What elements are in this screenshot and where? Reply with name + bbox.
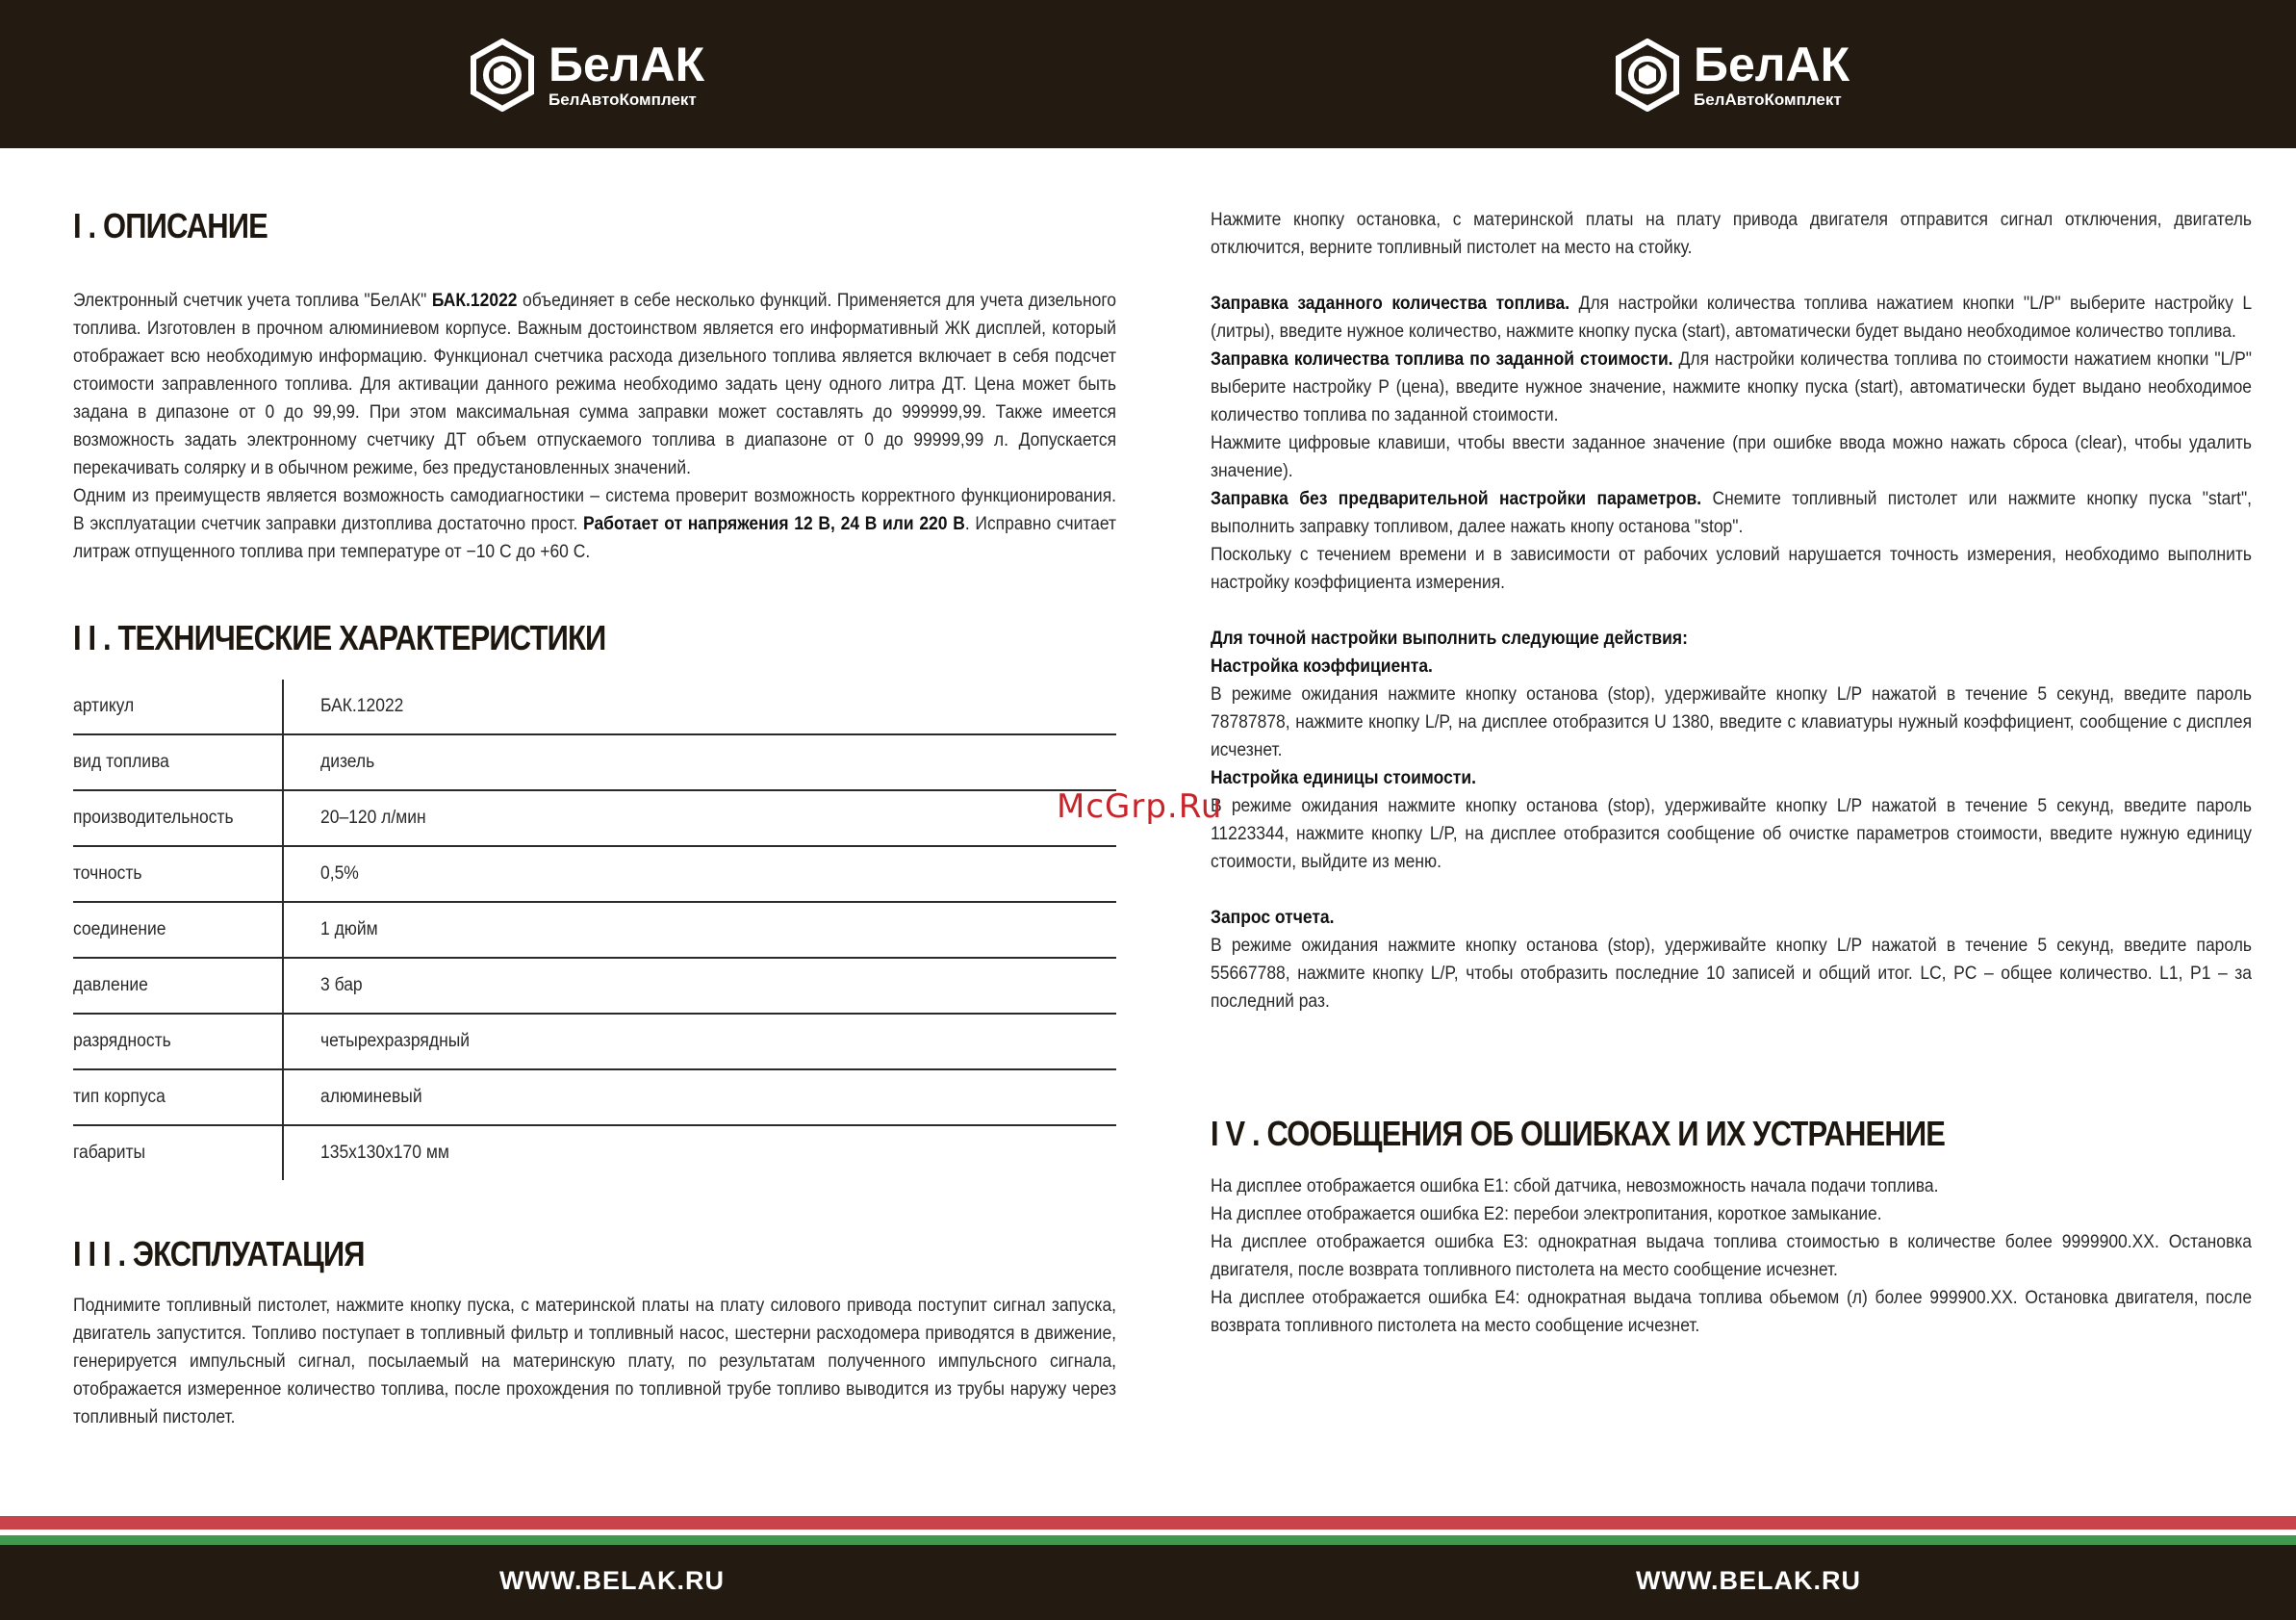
spec-value: БАК.12022: [320, 696, 404, 716]
footer-bar: [0, 1545, 2296, 1620]
report-heading: Запрос отчета.: [1211, 908, 1335, 928]
section-title-errors: I V . СООБЩЕНИЯ ОБ ОШИБКАХ И ИХ УСТРАНЕНИЕ: [1211, 1114, 1946, 1153]
coefficient-paragraph: В режиме ожидания нажмите кнопку останова (stop), удерживайте кнопку L/P нажатой в течение 5 секунд, введите пароль 78787878, нажмите кнопку L/P, на дисплее отобразится U 1380, введите с клавиатуры нужный коэффициент, сообщение с дисплея исчезнет.: [1211, 684, 2253, 760]
error-e1: На дисплее отображается ошибка E1: сбой датчика, невозможность начала подачи топлива.: [1211, 1176, 1939, 1196]
spec-row: [73, 790, 1116, 846]
brand-logo-right: [1611, 37, 1850, 114]
spec-key: габариты: [73, 1125, 283, 1180]
footer-website-link-right[interactable]: WWW.BELAK.RU: [1636, 1566, 1861, 1595]
spec-value: алюминевый: [320, 1087, 422, 1107]
brand-logo-left: [466, 37, 704, 114]
error-e4: На дисплее отображается ошибка E4: однократная выдача топлива обьемом (л) более 999900.XX. Остановка двигателя, после возврата топливного пистолета на место сообщение исчезнет.: [1211, 1288, 2253, 1336]
spec-key: артикул: [73, 680, 283, 734]
spec-key: производительность: [73, 790, 283, 846]
spec-key: тип корпуса: [73, 1069, 283, 1125]
spec-key: давление: [73, 958, 283, 1014]
spec-key: соединение: [73, 902, 283, 958]
brand-name: БелАК: [1694, 38, 1850, 91]
spec-value: 20–120 л/мин: [320, 808, 426, 828]
report-paragraph: В режиме ожидания нажмите кнопку останова (stop), удерживайте кнопку L/P нажатой в течение 5 секунд, введите пароль 55667788, нажмите кнопку L/P, чтобы отобразить последние 10 записей и общий итог. LC, PC – общее количество. L1, P1 – за последний раз.: [1211, 936, 2253, 1012]
brand-subtitle: БелАвтоКомплект: [1694, 90, 1842, 109]
spec-value: 3 бар: [320, 975, 363, 995]
spec-value: 1 дюйм: [320, 919, 378, 939]
error-e3: На дисплее отображается ошибка E3: однократная выдача топлива стоимостью в количестве более 9999900.XX. Остановка двигателя, после возврата топливного пистолета на место сообщение исчезнет.: [1211, 1232, 2253, 1280]
spec-row: [73, 1069, 1116, 1125]
watermark: McGrp.Ru: [1057, 787, 1223, 826]
fixed-quantity-paragraph: Заправка заданного количества топлива. Для настройки количества топлива нажатием кнопки "L/P" выберите настройку L (литры), введите нужное количество, нажмите кнопку пуска (start), автоматически будет выдано необходимое количество топлива.: [1211, 294, 2253, 342]
spec-value: четырехразрядный: [320, 1031, 471, 1051]
spec-key: вид топлива: [73, 734, 283, 790]
section-title-description: I . ОПИСАНИЕ: [73, 206, 268, 245]
spec-value: 135х130х170 мм: [320, 1143, 449, 1163]
footer-stripe-green: [0, 1535, 2296, 1545]
errors-text: [1211, 1172, 2252, 1340]
section-title-specs: I I . ТЕХНИЧЕСКИЕ ХАРАКТЕРИСТИКИ: [73, 618, 606, 657]
brand-nut-icon: [466, 39, 539, 112]
spec-value: 0,5%: [320, 863, 359, 884]
error-e2: На дисплее отображается ошибка E2: перебои электропитания, короткое замыкание.: [1211, 1204, 1882, 1224]
spec-row: [73, 680, 1116, 734]
description-paragraph-2: Одним из преимуществ является возможность самодиагностики – система проверит возможность корректного функционирования. В эксплуатации счетчик заправки дизтоплива достаточно прост. Работает от напряжения 12 В, 24 В или 220 В. Исправно считает литраж отпущенного топлива при температуре от −10 С до +60 С.: [73, 486, 1117, 562]
section-title-operation: I I I . ЭКСПЛУАТАЦИЯ: [73, 1234, 365, 1273]
description-text: [73, 287, 1116, 566]
right-column-text: [1211, 206, 2252, 1016]
operation-paragraph: Поднимите топливный пистолет, нажмите кнопку пуска, с материнской платы на плату силового привода поступит сигнал запуска, двигатель запустится. Топливо поступает в топливный фильтр и топливный насос, шестерни расходомера приводятся в движение, генерируется импульсный сигнал, посылаемый на материнскую плату, по результатам полученного импульсного сигнала, отображается измеренное количество топлива, после прохождения по топливной трубе топливо выводится из трубы наружу через топливный пистолет.: [73, 1296, 1117, 1427]
spec-row: [73, 1014, 1116, 1069]
spec-row: [73, 734, 1116, 790]
spec-row: [73, 902, 1116, 958]
spec-value: дизель: [320, 752, 375, 772]
coefficient-heading: Настройка коэффициента.: [1211, 656, 1433, 677]
spec-row: [73, 1125, 1116, 1180]
no-preset-paragraph: Заправка без предварительной настройки параметров. Снемите топливный пистолет или нажмите кнопку пуска "start", выполнить заправку топливом, далее нажать кнопу останова "stop".: [1211, 489, 2253, 537]
spec-row: [73, 958, 1116, 1014]
brand-name: БелАК: [548, 38, 705, 91]
operation-text: [73, 1292, 1116, 1431]
precise-setup-heading: Для точной настройки выполнить следующие действия:: [1211, 629, 1688, 649]
calibration-paragraph: Поскольку с течением времени и в зависимости от рабочих условий нарушается точность измерения, необходимо выполнить настройку коэффициента измерения.: [1211, 545, 2253, 593]
header-bar: [0, 0, 2296, 148]
footer-website-link-left[interactable]: WWW.BELAK.RU: [499, 1566, 725, 1595]
footer-stripe-red: [0, 1516, 2296, 1530]
description-paragraph-1: Электронный счетчик учета топлива "БелАК" БАК.12022 объединяет в себе несколько функций. Применяется для учета дизельного топлива. Изготовлен в прочном алюминиевом корпусе. Важным достоинством является его информативный ЖК дисплей, который отображает всю необходимую информацию. Функционал счетчика расхода дизельного топлива является включает в себя подсчет стоимости заправленного топлива. Для активации данного режима необходимо задать цену одного литра ДТ. Цена может быть задана в дипазоне от 0 до 99,99. При этом максимальная сумма заправки может составлять до 999999,99. Также имеется возможность задать электронному счетчику ДТ объем отпускаемого топлива в диапазоне от 0 до 99999,99 л. Допускается перекачивать солярку и в обычном режиме, без предустановленных значений.: [73, 291, 1117, 478]
unit-cost-heading: Настройка единицы стоимости.: [1211, 768, 1476, 788]
specs-table: [73, 680, 1116, 1180]
brand-subtitle: БелАвтоКомплект: [548, 90, 697, 109]
stop-paragraph: Нажмите кнопку остановка, с материнской платы на плату привода двигателя отправится сигнал отключения, двигатель отключится, верните топливный пистолет на место на стойку.: [1211, 210, 2253, 258]
spec-key: разрядность: [73, 1014, 283, 1069]
digits-paragraph: Нажмите цифровые клавиши, чтобы ввести заданное значение (при ошибке ввода можно нажать сброса (clear), чтобы удалить значение).: [1211, 433, 2253, 481]
unit-cost-paragraph: В режиме ожидания нажмите кнопку останова (stop), удерживайте кнопку L/P нажатой в течение 5 секунд, введите пароль 11223344, нажмите кнопку L/P, на дисплее отобразится сообщение об очистке параметров стоимости, введите нужную единицу стоимости, выйдите из меню.: [1211, 796, 2253, 872]
spec-row: [73, 846, 1116, 902]
spec-key: точность: [73, 846, 283, 902]
brand-nut-icon: [1611, 39, 1684, 112]
fixed-cost-paragraph: Заправка количества топлива по заданной стоимости. Для настройки количества топлива по стоимости нажатием кнопки "L/P" выберите настройку P (цена), введите нужное значение, нажмите кнопку пуска (start), автоматически будет выдано необходимое количество топлива по заданной стоимости.: [1211, 349, 2253, 425]
